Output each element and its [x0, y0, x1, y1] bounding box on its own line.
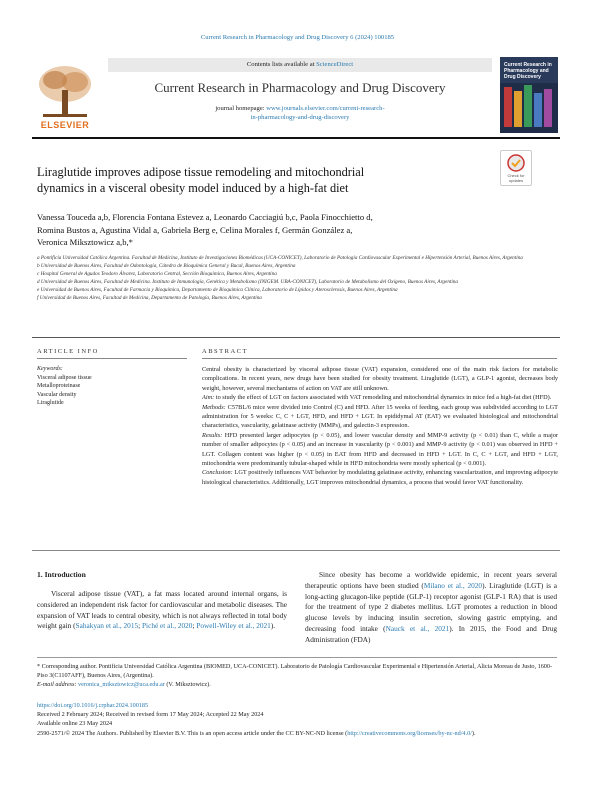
received-dates: Received 2 February 2024; Received in revised form 17 May 2024; Accepted 22 May 2024	[37, 711, 264, 719]
abstract-intro: Central obesity is characterized by visceral adipose tissue (VAT) expansion, considered one of the main risk factors for metabolic complications. In recent years, new drugs have been studied for obesity treatment. Liraglutide (LGT), a GLP-1 agonist, decreases body weight, however, several mechanisms of action on VAT are still unknown.	[202, 366, 558, 392]
license-link[interactable]: http://creativecommons.org/licenses/by-nc-nd/4.0/	[347, 729, 472, 737]
available-online: Available online 23 May 2024	[37, 720, 113, 728]
cover-artwork	[500, 83, 558, 133]
footnote-email	[37, 680, 557, 689]
doi-link[interactable]: https://doi.org/10.1016/j.crphar.2024.100185	[37, 702, 149, 709]
authors-line-2[interactable]: Romina Bustos a, Agustina Vidal a, Gabriela Berg e, Celina Morales f, Germán González a,	[37, 224, 353, 235]
title-line-2: dynamics in a visceral obesity model induced by a high-fat diet	[37, 181, 349, 195]
elsevier-tree-logo	[33, 62, 97, 120]
homepage-link-1[interactable]: www.journals.elsevier.com/current-research-	[266, 105, 385, 112]
affiliation-e: e Universidad de Buenos Aires, Facultad de Farmacia y Bioquímica, Departamento de Bioquímica Clínica, Laboratorio de Lípidos y Aterosclerosis, Buenos Aires, Argentina	[37, 287, 398, 293]
abstract-rule	[202, 358, 557, 359]
citation-link[interactable]: Powell-Wiley et al., 2021	[196, 621, 271, 631]
abstract-heading: ABSTRACT	[202, 348, 248, 355]
introduction-heading: 1. Introduction	[37, 570, 86, 579]
homepage-prefix: journal homepage:	[215, 105, 267, 112]
license-line	[37, 729, 557, 738]
article-title	[37, 164, 487, 196]
cover-title: Current Research in Pharmacology and Drug Discovery	[504, 62, 552, 80]
abstract-body	[202, 365, 558, 487]
abstract-conclusion	[202, 468, 558, 487]
keyword-item: Visceral adipose tissue	[37, 374, 92, 381]
citation-sep: ;	[192, 621, 197, 631]
affiliation-c: c Hospital General de Agudos Teodoro Álvarez, Laboratorio Central, Sección Bioquímica, Buenos Aires, Argentina	[37, 271, 277, 277]
abstract-end-rule	[32, 550, 560, 551]
corresponding-author-footnote	[37, 662, 557, 689]
section-rule	[32, 337, 560, 338]
intro-left-text: Visceral adipose tissue (VAT), a fat mass located around internal organs, is considered an independent risk factor for cardiovascular and metabolic diseases. The expansion of VAT leads to central obesity, which is not always reflected in total body weight gain (	[37, 589, 287, 631]
results-text: HFD presented larger adipocytes (p < 0.05), and lower vascular density and MMP-9 activity (p < 0.01) than C, while a major number of smaller adipocytes (p < 0.05) and an increase in vascularity (p < 0.001) and MMP-9 activity (p < 0.01) was observed in HFD + LGT. Collagen content was higher (p < 0.05) in EAT from HFD and decreased in HFD + LGT. In C, C + LGT, and HFD + LGT, mitochondria were predominantly tubular-shaped while in HFD mitochondria were mostly spherical (p < 0.001).	[202, 431, 558, 468]
citation-end: ).	[270, 621, 276, 631]
affiliation-f: f Universidad de Buenos Aires, Facultad de Medicina, Departamento de Patología, Buenos Aires, Argentina	[37, 295, 262, 301]
citation-link[interactable]: Nauck et al., 2021	[385, 623, 450, 633]
email-link[interactable]: veronica_miksztowicz@uca.edu.ar	[78, 681, 165, 688]
intro-right-text-3: ). In 2015, the Food and Drug Administration (FDA)	[305, 623, 557, 644]
footnote-rule	[37, 657, 557, 658]
sciencedirect-link[interactable]: ScienceDirect	[316, 61, 354, 68]
affiliation-a: a Pontificia Universidad Católica Argentina. Facultad de Medicina, Instituto de Investigaciones Biomédicas (UCA-CONICET), Laboratorio de Patología Cardiovascular Experimental e Hipertensión Arterial, Buenos Aires, Argentina	[37, 255, 523, 261]
authors-line-1[interactable]: Vanessa Touceda a,b, Florencia Fontana Estevez a, Leonardo Cacciagiú b,c, Paola Finocchietto d,	[37, 212, 373, 222]
intro-right-text: Since obesity has become a worldwide epidemic, in recent years several therapeutic options have been studied (	[305, 570, 557, 590]
intro-right-column	[305, 570, 557, 646]
abstract-aim	[202, 393, 558, 402]
publisher-name: ELSEVIER	[40, 120, 90, 130]
conclusion-label: Conclusion:	[202, 469, 233, 477]
keywords-label: Keywords:	[37, 366, 63, 372]
citation-sep: ;	[138, 621, 142, 631]
aim-text: to study the effect of LGT on factors associated with VAT remodeling and mitochondrial dynamics in mice fed a high-fat diet (HFD).	[214, 394, 552, 402]
email-label: E-mail address:	[37, 681, 79, 688]
keyword-item: Vascular density	[37, 391, 77, 398]
author-list	[37, 211, 557, 249]
contents-prefix: Contents lists available at	[246, 61, 317, 68]
journal-cover-image	[500, 57, 558, 133]
journal-reference[interactable]: Current Research in Pharmacology and Drug Discovery 6 (2024) 100185	[200, 34, 395, 41]
citation-link[interactable]: Milano et al., 2020	[423, 580, 483, 590]
license-end: ).	[471, 729, 476, 737]
article-info-heading: ARTICLE INFO	[37, 348, 99, 355]
keyword-item: Liraglutide	[37, 400, 64, 407]
conclusion-text: LGT positively influences VAT behavior by modulating gelatinase activity, enhancing vascularization, and improving adipocyte histological characteristics. Additionally, LGT improves mitochondrial dynamics, a process that would favor VAT functionality.	[202, 469, 558, 486]
aim-label: Aim:	[202, 394, 215, 402]
affiliation-d: d Universidad de Buenos Aires, Facultad de Medicina. Instituto de Inmunología, Genética y Metabolismo (INIGEM. UBA-CONICET), Laboratorio de Metabolismo del Oxígeno, Buenos Aires, Argentina	[37, 279, 458, 285]
check-updates-label: Check for updates	[507, 173, 525, 183]
abstract-methods	[202, 403, 558, 431]
affiliations	[37, 254, 567, 302]
citation-link[interactable]: Piché et al., 2020	[142, 621, 193, 631]
affiliation-b: b Universidad de Buenos Aires, Facultad de Odontología, Cátedra de Bioquímica General y Bucal, Buenos Aires, Argentina	[37, 263, 296, 269]
methods-label: Methods:	[202, 403, 226, 411]
header-rule	[32, 137, 560, 139]
results-label: Results:	[202, 431, 223, 439]
methods-text: C57BL/6 mice were divided into Control (C) and HFD. After 15 weeks of feeding, each group was subdivided according to LGT administration for 5 weeks: C, C + LGT, HFD, and HFD + LGT. In epididymal AT (EAT) we evaluated histological and mitochondrial characteristics, vascularity, gelatinase activity (MMPs), and galectin-3 expression.	[202, 403, 558, 430]
intro-right-text-2: ). Liraglutide (LGT) is a long-acting glucagon-like peptide (GLP-1) receptor agonist (GLP-1 RA) that is used for the treatment of type 2 diabetes mellitus. LGT promotes a reduction in blood glucose levels by inducing insulin secretion, slowing gastric emptying, and decreasing food intake (	[305, 580, 558, 633]
title-line-1: Liraglutide improves adipose tissue remodeling and mitochondrial	[37, 165, 365, 179]
keyword-item: Metalloproteinase	[37, 383, 81, 390]
citation-link[interactable]: Sahakyan et al., 2015	[75, 621, 139, 631]
homepage-link-2[interactable]: in-pharmacology-and-drug-discovery	[250, 114, 350, 121]
check-for-updates-button[interactable]	[500, 150, 532, 186]
article-footer	[37, 701, 557, 738]
abstract-results	[202, 431, 558, 469]
license-text: 2590-2571/© 2024 The Authors. Published by Elsevier B.V. This is an open access article under the CC BY-NC-ND license (	[37, 729, 348, 737]
journal-name: Current Research in Pharmacology and Drug Discovery	[154, 80, 446, 95]
intro-paragraph-1	[37, 589, 287, 632]
email-suffix: (V. Miksztowicz).	[164, 681, 211, 688]
article-info-rule	[37, 358, 187, 359]
intro-left-column	[37, 589, 287, 632]
authors-line-3[interactable]: Veronica Miksztowicz a,b,*	[37, 237, 133, 247]
contents-list-band	[108, 58, 492, 72]
footnote-text: * Corresponding author. Pontificia Universidad Católica Argentina (BIOMED, UCA-CONICET). Laboratorio de Patología Cardiovascular Experimental e Hipertensión Arterial, Alicia Moreau de Justo, 1600-Piso 3(C1107AFF), Buenos Aires, (Argentina).	[37, 663, 553, 679]
keywords-block	[37, 365, 187, 408]
intro-paragraph-2	[305, 570, 557, 646]
journal-homepage	[108, 104, 492, 122]
